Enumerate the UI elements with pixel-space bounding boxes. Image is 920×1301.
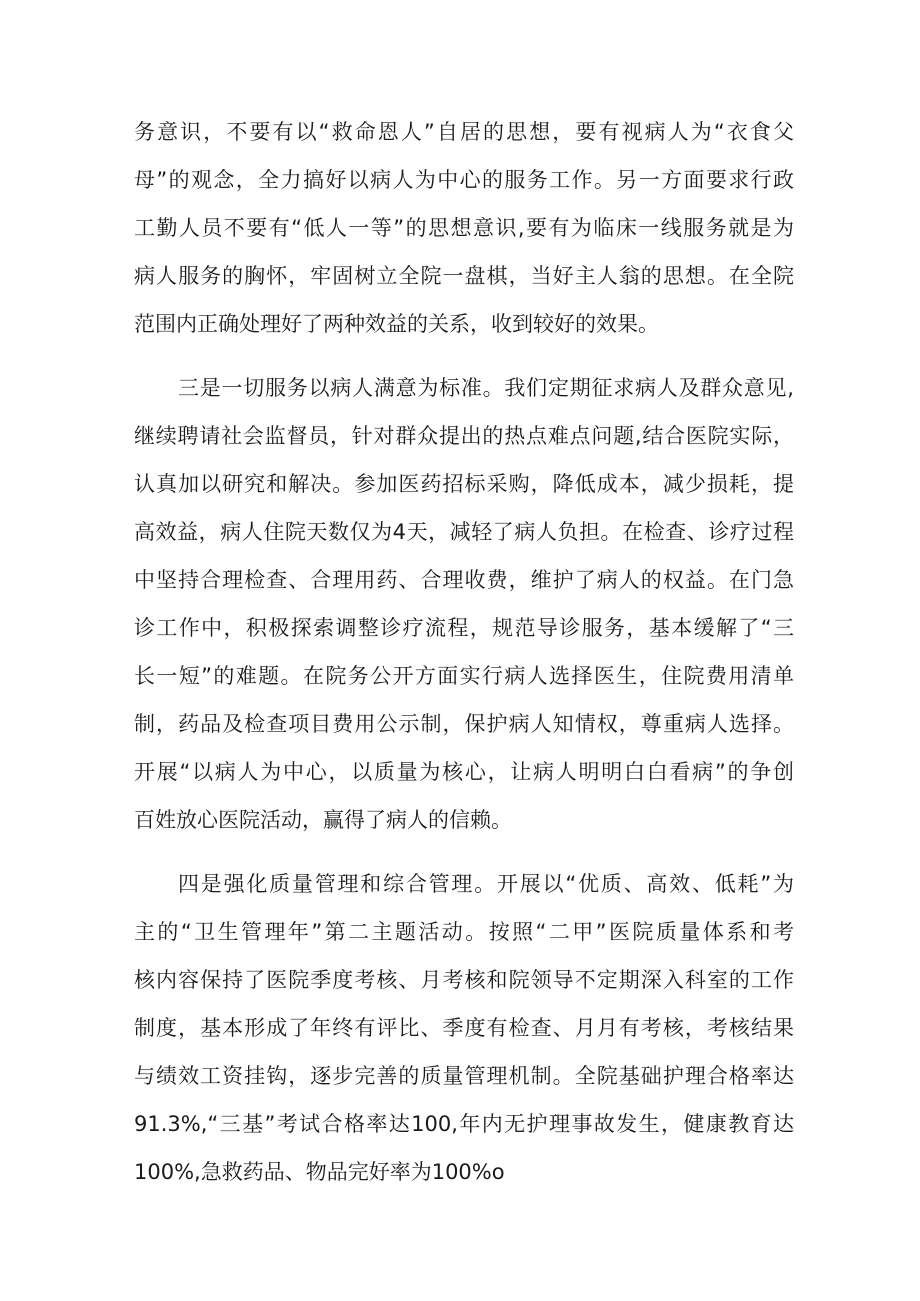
text-line: 高效益，病人住院天数仅为4天，减轻了病人负担。在检查、诊疗过程 xyxy=(134,520,794,544)
text-line: 百姓放心医院活动，赢得了病人的信赖。 xyxy=(134,808,512,832)
text-line: 主的“卫生管理年”第二主题活动。按照“二甲”医院质量体系和考 xyxy=(134,920,794,944)
text-line: 范围内正确处理好了两种效益的关系，收到较好的效果。 xyxy=(134,312,659,336)
text-line: 诊工作中，积极探索调整诊疗流程，规范导诊服务，基本缓解了“三 xyxy=(134,616,794,640)
text-line: 四是强化质量管理和综合管理。开展以“优质、高效、低耗”为 xyxy=(178,872,794,896)
text-line: 91.3%,“三基”考试合格率达100,年内无护理事故发生，健康教育达 xyxy=(134,1112,794,1136)
text-line: 母”的观念，全力搞好以病人为中心的服务工作。另一方面要求行政 xyxy=(134,168,794,192)
text-line: 认真加以研究和解决。参加医药招标采购，降低成本，减少损耗，提 xyxy=(134,472,794,496)
text-line: 制，药品及检查项目费用公示制，保护病人知情权，尊重病人选择。 xyxy=(134,712,794,736)
text-line: 100%,急救药品、物品完好率为100%o xyxy=(134,1160,505,1184)
text-line: 制度，基本形成了年终有评比、季度有检查、月月有考核，考核结果 xyxy=(134,1016,794,1040)
paragraph-service-awareness xyxy=(134,108,794,348)
text-line: 病人服务的胸怀，牢固树立全院一盘棋，当好主人翁的思想。在全院 xyxy=(134,264,794,288)
text-line: 继续聘请社会监督员，针对群众提出的热点难点问题,结合医院实际， xyxy=(134,424,794,448)
text-line: 工勤人员不要有“低人一等”的思想意识,要有为临床一线服务就是为 xyxy=(134,216,794,240)
text-line: 三是一切服务以病人满意为标准。我们定期征求病人及群众意见, xyxy=(178,376,794,400)
text-line: 中坚持合理检查、合理用药、合理收费，维护了病人的权益。在门急 xyxy=(134,568,794,592)
text-line: 务意识，不要有以“救命恩人”自居的思想，要有视病人为“衣食父 xyxy=(134,120,794,144)
text-line: 开展“以病人为中心，以质量为核心，让病人明明白白看病”的争创 xyxy=(134,760,794,784)
text-line: 与绩效工资挂钩，逐步完善的质量管理机制。全院基础护理合格率达 xyxy=(134,1064,794,1088)
text-line: 核内容保持了医院季度考核、月考核和院领导不定期深入科室的工作 xyxy=(134,968,794,992)
paragraph-quality-management xyxy=(134,860,794,1196)
text-line: 长一短”的难题。在院务公开方面实行病人选择医生，住院费用清单 xyxy=(134,664,794,688)
document-body xyxy=(134,108,794,1196)
paragraph-patient-satisfaction xyxy=(134,364,794,844)
